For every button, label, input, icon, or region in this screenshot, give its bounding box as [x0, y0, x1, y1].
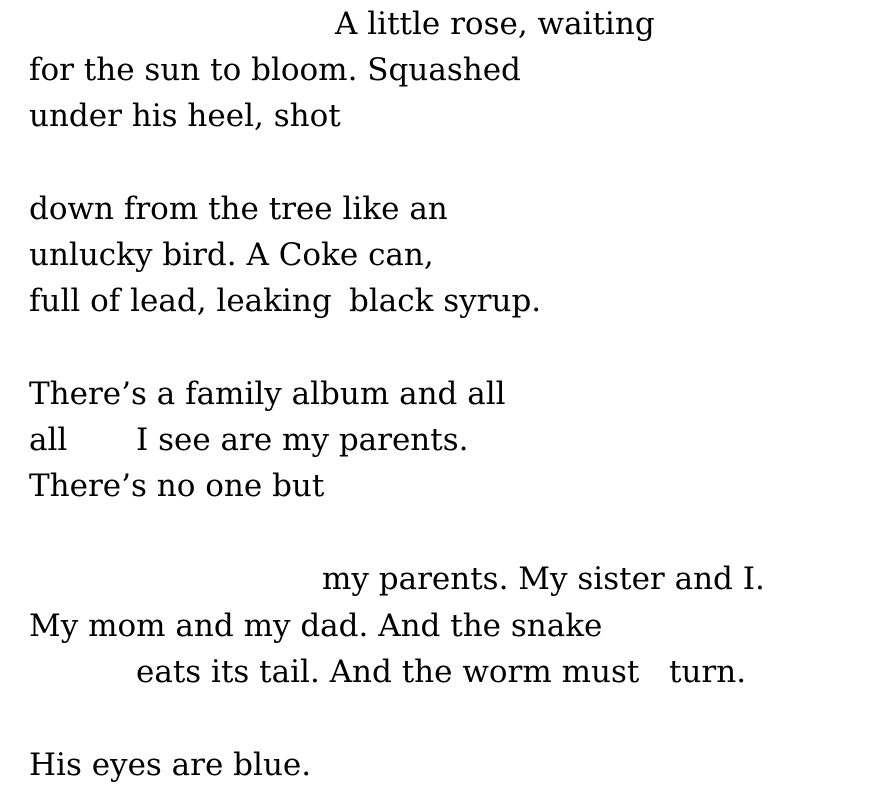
poem-line: His eyes are blue. — [29, 747, 312, 783]
poem-line: all — [29, 422, 68, 458]
poem-line: There’s a family album and all — [29, 376, 506, 412]
poem-line: A little rose, waiting — [335, 6, 655, 42]
poem-line: turn. — [669, 654, 747, 690]
poem-line: unlucky bird. A Coke can, — [29, 237, 434, 273]
poem-line: full of lead, leaking — [29, 283, 332, 319]
poem-line: My mom and my dad. And the snake — [29, 608, 603, 644]
poem-line: There’s no one but — [29, 468, 325, 504]
poem-line: black syrup. — [349, 283, 542, 319]
poem-line: for the sun to bloom. Squashed — [29, 52, 521, 88]
poem-line: I see are my parents. — [136, 422, 469, 458]
poem-line: my parents. My sister and I. — [322, 561, 765, 597]
poem-line: eats its tail. And the worm must — [136, 654, 640, 690]
poem-line: under his heel, shot — [29, 98, 341, 134]
poem-line: down from the tree like an — [29, 191, 448, 227]
